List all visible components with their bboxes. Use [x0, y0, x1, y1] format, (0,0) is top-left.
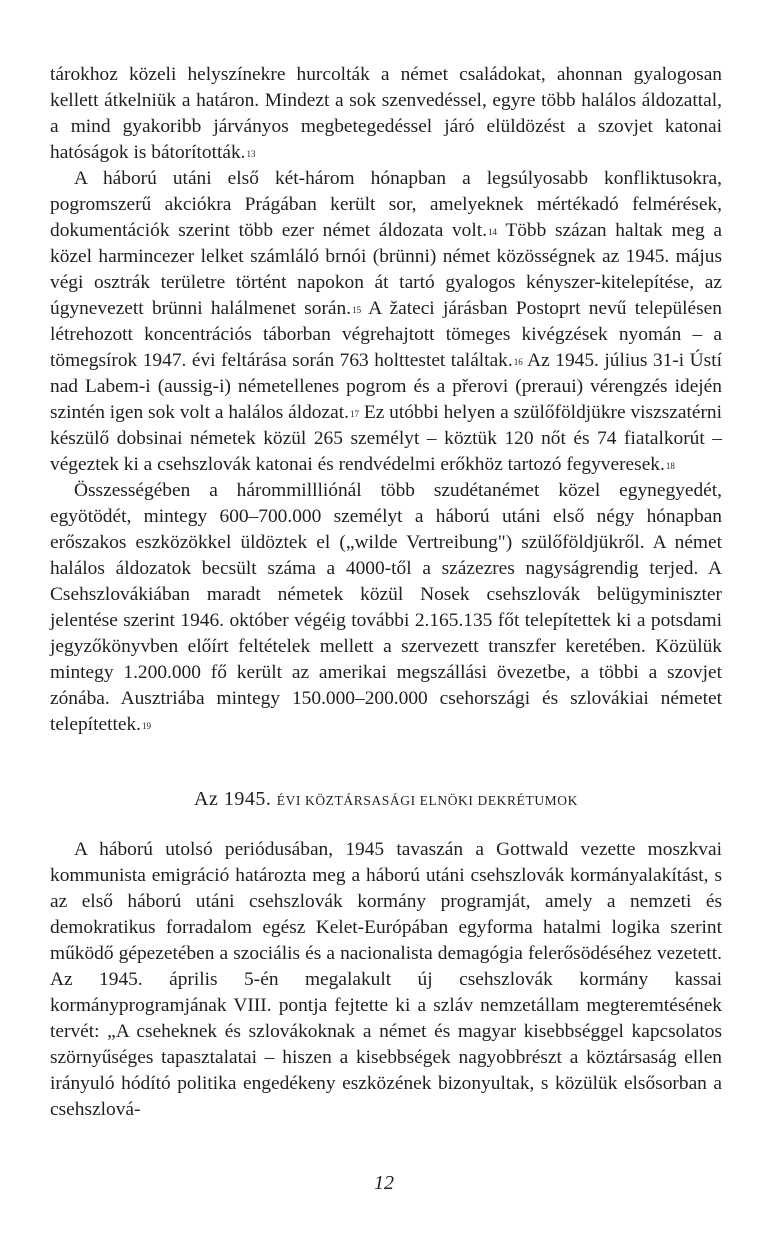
paragraph-2-text-b: Több százan haltak meg a közel harmincezer lelket számláló brnói (brünni) német közösségnek az 1945. május végi osztrák területre történt napokon át tartó gyalogos kényszer-kitelepítése, az úgynevezett brünni halálmenet során. [50, 220, 723, 319]
footnote-ref-17: 17 [349, 409, 359, 419]
paragraph-1 [50, 62, 722, 166]
paragraph-3-text: Összességében a hárommillliónál több szudétanémet közel egynegyedét, egyötödét, mintegy 600–700.000 személyt a háború utáni első négy hónapban erőszakos eszközökkel üldöztek el („wilde Vertreibung") szülőföldjükről. A német halálos áldozatok becsült száma a 4000-től a százezres nagyságrendig terjed. A Csehszlovákiában maradt németek közül Nosek csehszlovák belügyminiszter jelentése szerint 1946. október végéig további 2.165.135 főt telepítettek ki a potsdami jegyzőkönyvben előírt feltételek mellett a szervezett transzfer keretében. Közülük mintegy 1.200.000 fő került az amerikai megszállási övezetbe, a többi a szovjet zónába. Ausztriába mintegy 150.000–200.000 csehországi és szlovákiai németet telepítettek. [50, 480, 722, 735]
footnote-ref-19: 19 [142, 721, 151, 731]
paragraph-2-text-e: Ez utóbbi helyen a szülőföldjükre viszszatérni készülő dobsinai németek közül 265 személyt – köztük 120 nőt és 74 fiatalkorút – végeztek ki a csehszlovák katonai és rendvédelmi erőkhöz tartozó fegyveresek. [50, 402, 722, 475]
paragraph-2 [50, 166, 722, 478]
page-number: 12 [374, 1172, 394, 1194]
footnote-ref-15: 15 [352, 305, 362, 315]
paragraph-2-text-d: Az 1945. július 31-i Ústí nad Labem-i (aussig-i) németellenes pogrom és a přerovi (preraui) vérengzés idején szintén igen sok volt a halálos áldozat. [50, 350, 723, 423]
section-heading-prefix: Az 1945. [194, 788, 272, 810]
footnote-ref-13: 13 [246, 149, 256, 159]
section-heading [50, 786, 722, 814]
paragraph-2-text-c: A žateci járásban Postoprt nevű településen létrehozott koncentrációs táborban végrehajtott tömeges kivégzések nyomán – a tömegsírok 1947. évi feltárása során 763 holttestet találtak. [50, 298, 722, 371]
paragraph-2-text-a: A háború utáni első két-három hónapban a legsúlyosabb konfliktusokra, pogromszerű akciókra Prágában került sor, amelyeknek mértékadó felmérések, dokumentációk szerint több ezer német áldozata volt. [50, 168, 722, 241]
section-heading-rest: ÉVI KÖZTÁRSASÁGI ELNÖKI DEKRÉTUMOK [276, 793, 578, 808]
paragraph-4-text: A háború utolsó periódusában, 1945 tavaszán a Gottwald vezette moszkvai kommunista emigráció határozta meg a háború utáni csehszlovák kormányalakítást, s az első háború utáni csehszlovák kormány programját, amely a nemzeti és demokratikus forradalom egész Kelet-Európában egyforma hatalmi logika szerint működő gépezetében a szociális és a nacionalista demagógia felerősödéséhez vezetett. Az 1945. április 5-én megalakult új csehszlovák kormány kassai kormányprogramjának VIII. pontja fejtette ki a szláv nemzetállam megteremtésének tervét: „A cseheknek és szlovákoknak a német és magyar kisebbséggel kapcsolatos szörnyűséges tapasztalatai – hiszen a kisebbségek nagyobbrészt a köztársaság ellen irányuló hódító politika engedékeny eszközének bizonyultak, s közülük elsősorban a csehszlová- [50, 839, 722, 1120]
paragraph-4 [50, 837, 722, 1123]
paragraph-1-text: tárokhoz közeli helyszínekre hurcolták a német családokat, ahonnan gyalogosan kellett átkelniük a határon. Mindezt a sok szenvedéssel, egyre több halálos áldozattal, a mind gyakoribb járványos megbetegedéssel járó elüldözést a szovjet katonai hatóságok is bátorították. [50, 64, 722, 163]
footnote-ref-18: 18 [665, 461, 675, 471]
page-body [50, 62, 722, 1123]
footnote-ref-16: 16 [513, 357, 523, 367]
footnote-ref-14: 14 [488, 227, 498, 237]
paragraph-3 [50, 478, 722, 738]
